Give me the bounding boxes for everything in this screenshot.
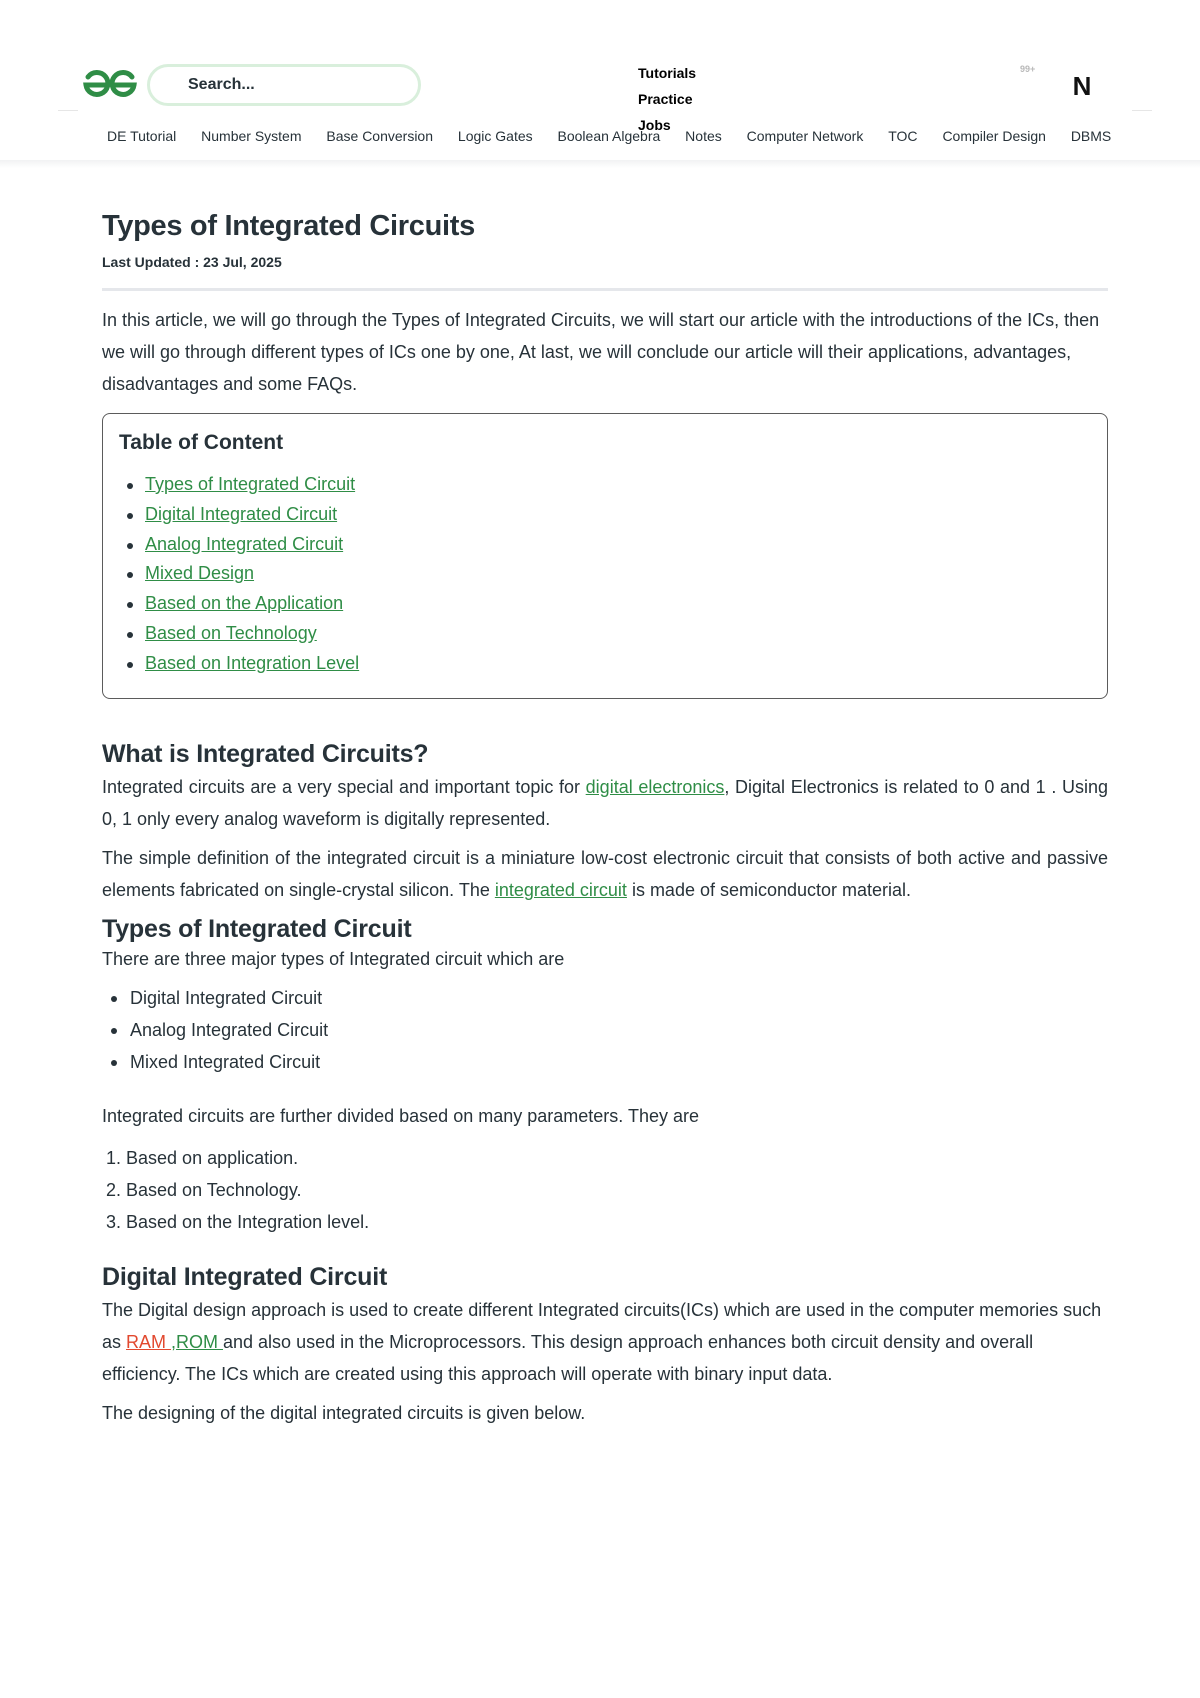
parameters-lead: Integrated circuits are further divided based on many parameters. They are <box>102 1106 699 1126</box>
toc-link-digital[interactable]: Digital Integrated Circuit <box>145 503 338 524</box>
search-box[interactable] <box>147 64 421 106</box>
list-item: 1. Based on application. <box>106 1148 299 1168</box>
text-span: and also used in the Microprocessors. This design approach enhances both circuit density and overall efficiency. The ICs which are created using this approach will operate with binary input data. <box>102 1332 1034 1384</box>
types-list <box>102 982 1108 1078</box>
text-span: The simple definition of the integrated circuit is a miniature low-cost electronic circuit that consists of both active and passive elements fabricated on single-crystal silicon. The <box>102 848 1108 900</box>
toc-link-types[interactable]: Types of Integrated Circuit <box>145 474 356 494</box>
header-divider-right <box>1132 110 1152 111</box>
last-updated: Last Updated : 23 Jul, 2025 <box>102 254 282 270</box>
header-divider-left <box>58 110 78 111</box>
title-divider <box>102 288 1108 291</box>
subnav-item-compiler-design[interactable]: Compiler Design <box>942 128 1046 144</box>
gfg-logo-icon[interactable] <box>82 68 138 102</box>
top-link-jobs[interactable]: Jobs <box>638 117 671 133</box>
list-item: 2. Based on Technology. <box>106 1180 302 1200</box>
text-span: Integrated circuits are a very special and important topic for <box>102 777 586 797</box>
link-integrated-circuit[interactable]: integrated circuit <box>494 880 627 900</box>
heading-types-of-ic: Types of Integrated Circuit <box>102 915 412 943</box>
article <box>102 206 1108 1429</box>
text-span: , Digital Electronics is related to 0 and 1 . Using 0, 1 only every analog waveform is digitally represented. <box>102 777 1109 829</box>
toc-link-integration[interactable]: Based on Integration Level <box>145 652 360 673</box>
top-links <box>638 60 696 138</box>
subnav-item-logic-gates[interactable]: Logic Gates <box>457 128 533 144</box>
header-shadow <box>0 160 1200 168</box>
paragraph-digital-design-given: The designing of the digital integrated circuits is given below. <box>102 1403 586 1423</box>
paragraph-digital-design <box>102 1294 1108 1390</box>
subnav-item-computer-network[interactable]: Computer Network <box>746 128 864 144</box>
toc-item <box>127 470 1091 500</box>
top-link-tutorials[interactable]: Tutorials <box>638 65 697 81</box>
toc-item <box>127 530 1091 560</box>
top-link-practice[interactable]: Practice <box>638 91 693 107</box>
paragraph-simple-definition <box>102 842 1108 906</box>
avatar[interactable]: N <box>1072 71 1092 101</box>
paragraph-ic-definition <box>102 771 1108 835</box>
toc-list <box>119 470 1091 679</box>
list-item: Digital Integrated Circuit <box>106 982 1108 1014</box>
toc-title: Table of Content <box>119 431 284 454</box>
table-of-content <box>102 413 1108 699</box>
search-input[interactable] <box>188 76 388 94</box>
intro-paragraph: In this article, we will go through the Types of Integrated Circuits, we will start our article with the introductions of the ICs, then we will go through different types of ICs one by one, At last, we will conclude our article will their applications, advantages, disadvantages and some FAQs. <box>102 310 1100 394</box>
toc-link-application[interactable]: Based on the Application <box>145 593 344 614</box>
page-title: Types of Integrated Circuits <box>102 210 475 242</box>
subnav-item-toc[interactable]: TOC <box>888 128 918 144</box>
list-item: Analog Integrated Circuit <box>106 1014 1108 1046</box>
heading-digital-ic: Digital Integrated Circuit <box>102 1263 388 1291</box>
notification-badge[interactable]: 99+ <box>1020 64 1036 74</box>
list-item: 3. Based on the Integration level. <box>106 1212 370 1232</box>
toc-link-technology[interactable]: Based on Technology <box>145 622 317 643</box>
subnav-item-base-conversion[interactable]: Base Conversion <box>326 128 434 144</box>
list-item: Mixed Integrated Circuit <box>106 1046 1108 1078</box>
subnav-item-dbms[interactable]: DBMS <box>1070 128 1112 144</box>
subnav-item-boolean-algebra[interactable]: Boolean Algebra <box>557 128 661 144</box>
subnav <box>107 128 1112 150</box>
subnav-item-de-tutorial[interactable]: DE Tutorial <box>107 128 177 144</box>
subnav-item-notes[interactable]: Notes <box>685 128 722 144</box>
toc-item <box>127 500 1091 530</box>
subnav-item-number-system[interactable]: Number System <box>201 128 302 144</box>
toc-item <box>127 619 1091 649</box>
text-span: The Digital design approach is used to create different Integrated circuits(ICs) which are used in the computer memories such as <box>102 1300 1102 1352</box>
link-ram[interactable]: RAM <box>126 1332 172 1352</box>
toc-item <box>127 589 1091 619</box>
link-rom[interactable]: ,ROM <box>171 1332 224 1352</box>
parameters-list <box>102 1142 1108 1238</box>
site-header <box>0 0 1200 166</box>
types-lead: There are three major types of Integrated circuit which are <box>102 949 565 969</box>
toc-item <box>127 649 1091 679</box>
toc-item <box>127 559 1091 589</box>
heading-what-is-ic: What is Integrated Circuits? <box>102 740 429 768</box>
toc-link-analog[interactable]: Analog Integrated Circuit <box>145 533 344 554</box>
link-digital-electronics[interactable]: digital electronics <box>585 777 725 797</box>
text-span: is made of semiconductor material. <box>626 880 912 900</box>
toc-link-mixed[interactable]: Mixed Design <box>145 563 255 584</box>
